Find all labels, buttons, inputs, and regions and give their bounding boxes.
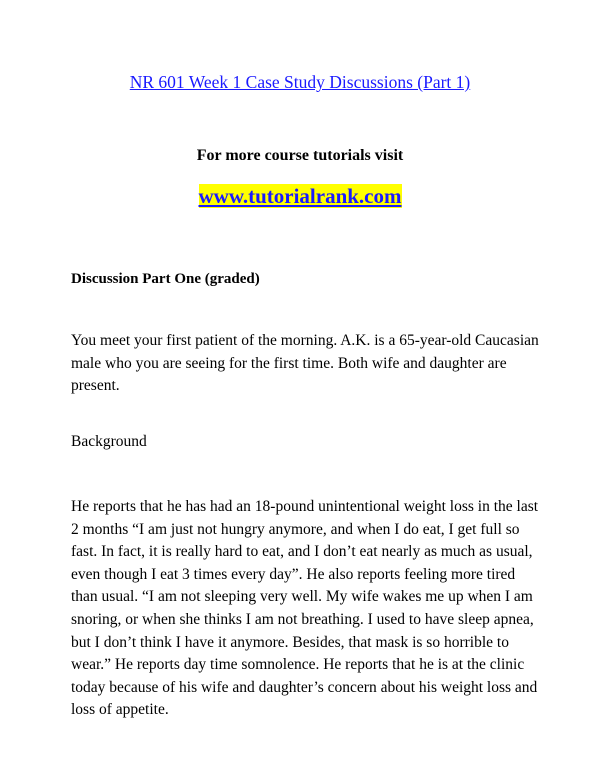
section-heading: Discussion Part One (graded) [71, 271, 260, 287]
tutorialrank-link[interactable]: www.tutorialrank.com [198, 184, 402, 208]
tutorials-tagline: For more course tutorials visit [196, 147, 404, 164]
site-link-container [0, 184, 600, 209]
background-paragraph: He reports that he has had an 18-pound unintentional weight loss in the last 2 months “I am just not hungry anymore, and when I do eat, I get full so fast. In fact, it is really hard to eat, and I don’t eat nearly as much as usual, even though I eat 3 times every day”. He also reports feeling more tired than usual. “I am not sleeping very well. My wife wakes me up when I am snoring, or when she thinks I am not breathing. I used to have sleep apnea, but I don’t think I have it anymore. Besides, that mask is so horrible to wear.” He reports day time somnolence. He reports that he is at the clinic today because of his wife and daughter’s concern about his weight loss and loss of appetite. [71, 498, 539, 719]
document-title-link[interactable]: NR 601 Week 1 Case Study Discussions (Part 1) [129, 72, 471, 92]
intro-paragraph: You meet your first patient of the morning. A.K. is a 65-year-old Caucasian male who you are seeing for the first time. Both wife and daughter are present. [71, 332, 539, 395]
background-label: Background [71, 433, 147, 450]
